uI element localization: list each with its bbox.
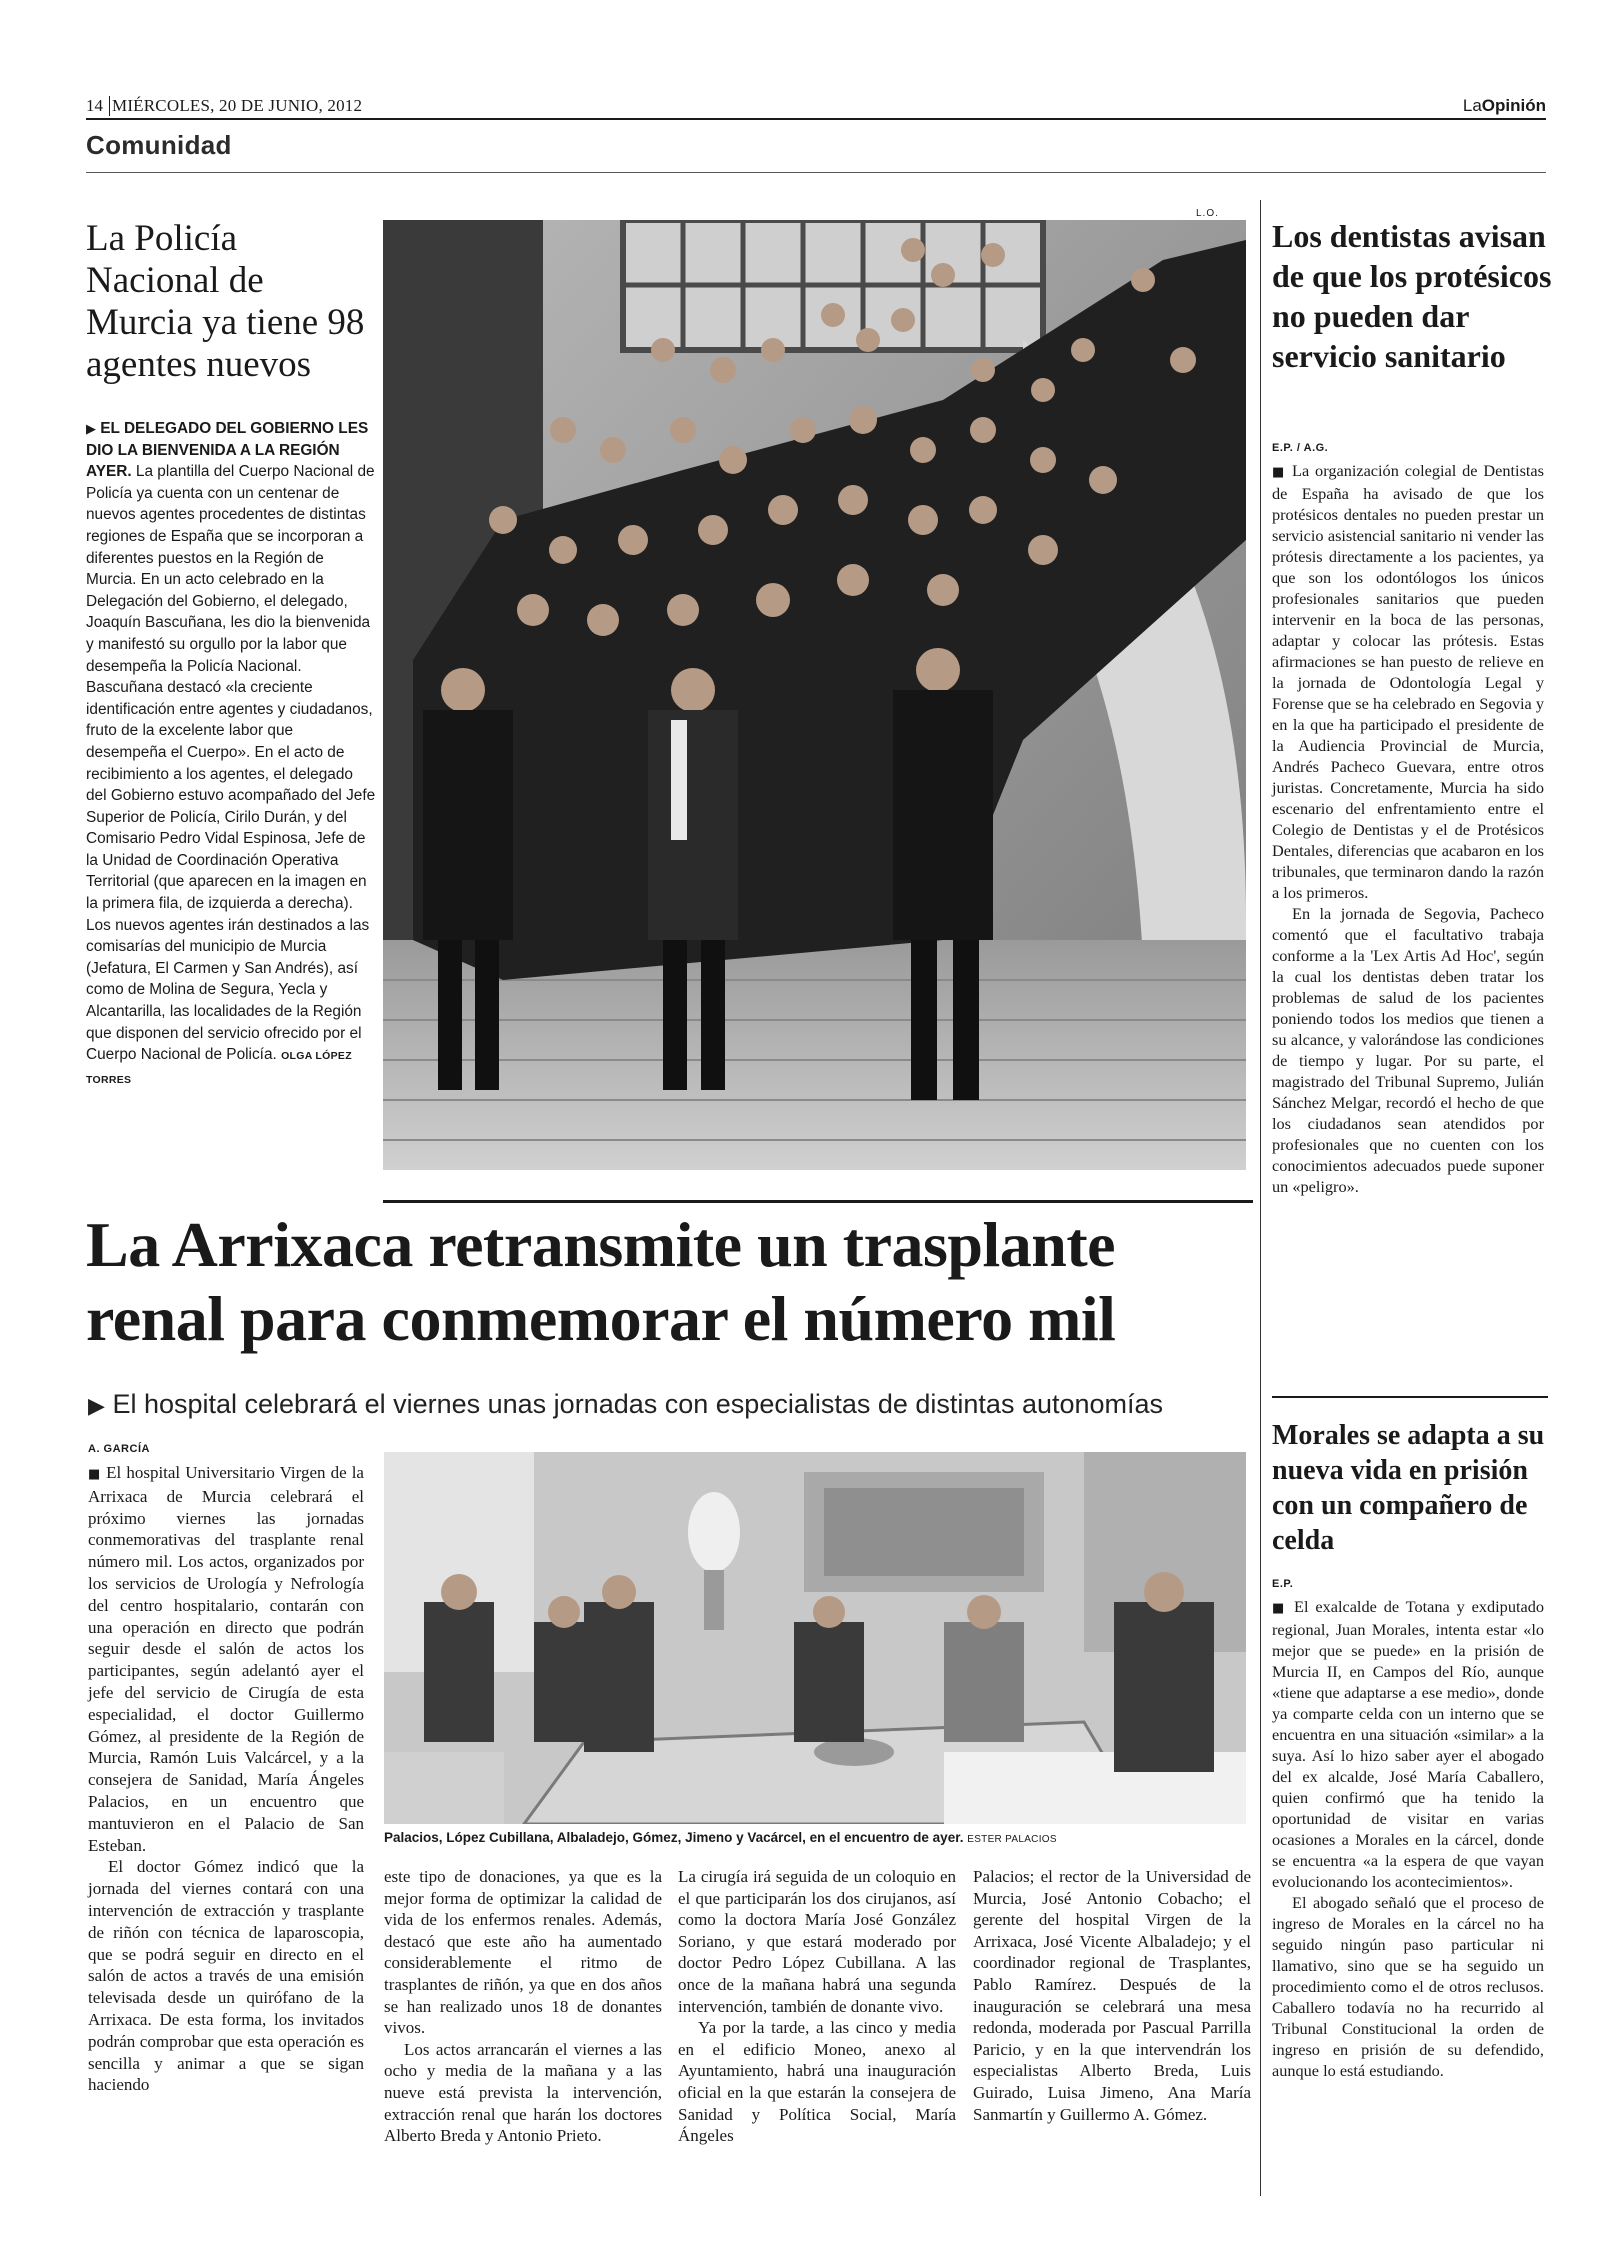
police-lead: EL DELEGADO DEL GOBIERNO LES DIO LA BIENVENIDA A LA REGIÓN AYER.: [86, 420, 369, 481]
police-body: La plantilla del Cuerpo Nacional de Policía ya cuenta con un centenar de nuevos agentes procedentes de distintas regiones de España que se incorporan a diferentes puestos en la Región de Murcia. En un acto celebrado en la Delegación del Gobierno, el delegado, Joaquín Bascuñana, les dio la bienvenida y manifestó su orgullo por la labor que desempeña la Policía Nacional. Bascuñana destacó «la creciente identificación entre agentes y ciudadanos, fruto de la excelente labor que desempeña el Cuerpo». En el acto de recibimiento a los agentes, el delegado del Gobierno estuvo acompañado del Jefe Superior de Policía, Cirilo Durán, y del Comisario Pedro Vidal Espinosa, Jefe de la Unidad de Coordinación Operativa Territorial (que aparecen en la imagen en la primera fila, de izquierda a derecha). Los nuevos agentes irán destinados a las comisarías del municipio de Murcia (Jefatura, El Carmen y San Andrés), así como de Molina de Segura, Yecla y Alcantarilla, las localidades de la Región que disponen del servicio ofrecido por el Cuerpo Nacional de Policía.: [86, 463, 376, 1064]
dentists-headline: Los dentistas avisan de que los protésicos no pueden dar servicio sanitario: [1272, 218, 1552, 374]
arrixaca-paragraph: Palacios; el rector de la Universidad de Murcia, José Antonio Cobacho; el gerente del hospital Virgen de la Arrixaca, José Vicente Albaladejo; y el coordinador regional de Trasplantes, Pablo Ramírez. Después de la inauguración se celebrará una mesa redonda, moderada por Pascual Parrilla Paricio, y en la que intervendrán los especialistas Alberto Breda, Luis Guirado, Luisa Jimeno, Ana María Sanmartín y Guillermo A. Gómez.: [973, 1867, 1251, 2124]
arrixaca-column-2: [384, 1866, 662, 2147]
morales-paragraph: ■ El exalcalde de Totana y exdiputado regional, Juan Morales, intenta estar «lo mejor que se puede» en la prisión de Murcia II, en Campos del Río, aunque «tiene que adaptarse a ese medio», donde ya comparte celda con un interno que se encuentra en una situación «similar» a la suya. Así lo hizo saber ayer el abogado del ex alcalde, José María Caballero, quien confirmó que ha tenido la oportunidad de visitar en varias ocasiones a Morales en la cárcel, donde se encuentra «a la espera de que vayan evolucionando los acontecimientos».: [1272, 1597, 1544, 1891]
meeting-photo-image: [384, 1452, 1246, 1824]
arrixaca-column-3: [678, 1866, 956, 2147]
newspaper-brand: LaOpinión: [1462, 96, 1546, 115]
arrixaca-paragraph: Ya por la tarde, a las cinco y media en el edificio Moneo, anexo al Ayuntamiento, habrá una inauguración oficial en la que estarán la consejera de Sanidad y Política Social, María Ángeles: [678, 2018, 956, 2146]
arrixaca-subhead: ▶ El hospital celebrará el viernes unas jornadas con especialistas de distintas autonomías: [88, 1389, 1164, 1419]
story-divider: [383, 1200, 1253, 1203]
morales-headline: Morales se adapta a su nueva vida en prisión con un compañero de celda: [1272, 1420, 1545, 1556]
police-credit: OLGA LÓPEZ TORRES: [86, 1050, 352, 1086]
arrixaca-paragraph: ■ El hospital Universitario Virgen de la Arrixaca de Murcia celebrará el próximo viernes las jornadas conmemorativas del trasplante renal número mil. Los actos, organizados por los servicios de Urología y Nefrología del centro hospitalario, contarán con una operación en directo que podrán seguir desde el salón de actos los participantes, según adelantó ayer el jefe del servicio de Cirugía de esta especialidad, el doctor Guillermo Gómez, al presidente de la Región de Murcia, Ramón Luis Valcárcel, y a la consejera de Sanidad, María Ángeles Palacios, en un encuentro que mantuvieron en el Palacio de San Esteban.: [88, 1463, 364, 1855]
police-photo-image: [383, 220, 1246, 1170]
section-label: Comunidad: [86, 130, 232, 160]
page-header: [86, 96, 1546, 120]
dentists-paragraph: En la jornada de Segovia, Pacheco comentó que el facultativo trabaja conforme a la 'Lex Artis Ad Hoc', según la cual los dentistas deben tratar los problemas de salud de los pacientes poniendo todos los medios que tienen a su alcance, y valorándose las condiciones de tiempo y lugar. Por su parte, el magistrado del Tribunal Supremo, Julián Sánchez Melgar, recordó el hecho de que los ciudadanos sean atendidos por profesionales que no cuenten con los conocimientos adecuados puede suponer un «peligro».: [1272, 904, 1544, 1196]
meeting-photo-credit: ESTER PALACIOS: [967, 1834, 1057, 1845]
police-article: [86, 418, 376, 1091]
police-group-photo: [383, 220, 1246, 1170]
page-number: 14: [86, 96, 110, 116]
meeting-photo-caption: Palacios, López Cubillana, Albaladejo, Gómez, Jimeno y Vacárcel, en el encuentro de ayer. ESTER PALACIOS: [384, 1830, 1057, 1845]
dentists-byline: E.P. / A.G.: [1272, 442, 1329, 454]
police-headline: La Policía Nacional de Murcia ya tiene 98 agentes nuevos: [86, 218, 365, 385]
arrixaca-paragraph: este tipo de donaciones, ya que es la mejor forma de optimizar la calidad de vida de los enfermos renales. Además, destacó que este año ha aumentado considerablemente el ritmo de trasplantes de riñón, ya que en dos años se han realizado unos 18 de donantes vivos.: [384, 1867, 662, 2038]
arrixaca-headline: La Arrixaca retransmite un trasplante renal para conmemorar el número mil: [86, 1209, 1116, 1354]
square-bullet-icon: ■: [1272, 1601, 1288, 1616]
square-bullet-icon: ■: [1272, 465, 1287, 480]
meeting-photo: [384, 1452, 1246, 1824]
arrixaca-paragraph: El doctor Gómez indicó que la jornada del viernes contará con una intervención de extracción y trasplante de riñón con técnica de laparoscopia, que se podrá seguir en directo en el salón de actos a través de una emisión televisada desde un quirófano de la Arrixaca. De esta forma, los invitados podrán comprobar que esta operación es sencilla y animar a que se sigan haciendo: [88, 1857, 364, 2095]
square-bullet-icon: ■: [88, 1467, 102, 1482]
arrixaca-paragraph: Los actos arrancarán el viernes a las ocho y media de la mañana y a las nueve está prevista la intervención, extracción renal que harán los doctores Alberto Breda y Antonio Prieto.: [384, 2039, 662, 2146]
morales-byline: E.P.: [1272, 1578, 1294, 1590]
morales-divider: [1272, 1396, 1548, 1398]
arrixaca-byline: A. GARCÍA: [88, 1443, 150, 1455]
arrixaca-paragraph: La cirugía irá seguida de un coloquio en el que participarán los dos cirujanos, así como la doctora María José González Soriano, y que estará moderado por doctor Pedro López Cubillana. A las once de la mañana habrá una segunda intervención, también de donante vivo.: [678, 1867, 956, 2016]
section-divider: [86, 172, 1546, 173]
morales-article: [1272, 1596, 1544, 2081]
arrixaca-column-1: [88, 1462, 364, 2096]
dentists-article: [1272, 460, 1544, 1197]
triangle-bullet-icon: ▶: [88, 1393, 105, 1418]
morales-paragraph: El abogado señaló que el proceso de ingreso de Morales en la cárcel no ha seguido ningún paso particular ni llamativo, sino que se ha seguido un procedimiento como el de otros reclusos. Caballero todavía no ha recurrido al Tribunal Constitucional la orden de ingreso en prisión de su defendido, aunque lo está estudiando.: [1272, 1893, 1544, 2080]
dentists-paragraph: ■ La organización colegial de Dentistas de España ha avisado de que los protésicos dentales no pueden prestar un servicio asistencial sanitario ni vender las prótesis directamente a los pacientes, ya que son los odontólogos los únicos profesionales sanitarios que pueden intervenir en la boca de las personas, adaptar y colocar las prótesis. Estas afirmaciones se han puesto de relieve en la jornada de Odontología Legal y Forense que se ha celebrado en Segovia y en la que ha participado el presidente de la Audiencia Provincial de Murcia, Andrés Pacheco Guevara, entre otros juristas. Concretamente, Murcia ha sido escenario del enfrentamiento entre el Colegio de Dentistas y el de Protésicos Dentales, diferencias que acabaron en los tribunales, que terminaron dando la razón a los primeros.: [1272, 461, 1544, 902]
photo-credit: L.O.: [1196, 208, 1219, 219]
triangle-bullet-icon: ▶: [86, 421, 96, 436]
issue-date: MIÉRCOLES, 20 DE JUNIO, 2012: [112, 96, 363, 115]
column-divider: [1260, 200, 1261, 2196]
arrixaca-column-4: [973, 1866, 1251, 2125]
